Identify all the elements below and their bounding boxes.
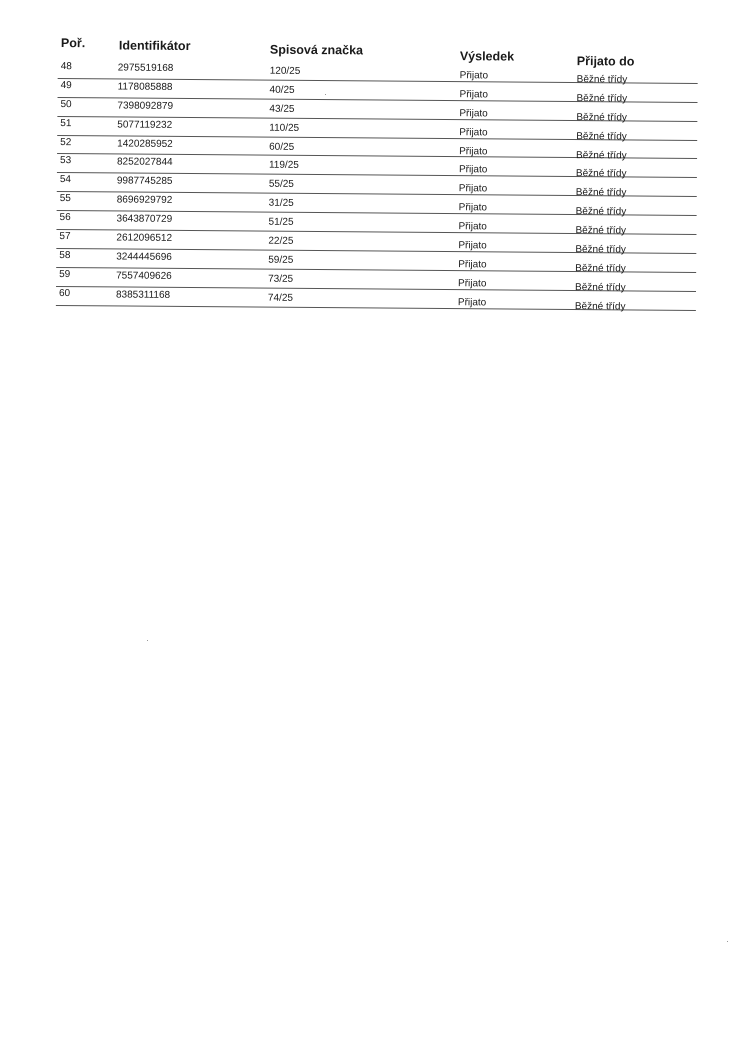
header-vysledek: Výsledek [459,49,515,64]
cell-vysledek: Přijato [458,277,487,290]
cell-vysledek: Přijato [458,259,487,271]
cell-vysledek: Přijato [459,107,488,120]
cell-por: 52 [60,136,72,148]
cell-prijato-do: Běžné třídy [575,206,627,218]
header-por: Poř. [60,36,86,51]
cell-vysledek: Přijato [458,164,488,176]
cell-spisova-znacka: 119/25 [268,160,299,172]
cell-prijato-do: Běžné třídy [575,187,627,199]
cell-por: 59 [59,268,71,280]
header-spisova-znacka: Spisová značka [269,42,364,58]
cell-spisova-znacka: 120/25 [269,65,301,77]
cell-identifikator: 3643870729 [116,213,173,226]
cell-spisova-znacka: 60/25 [269,141,295,153]
cell-spisova-znacka: 51/25 [268,216,294,228]
cell-vysledek: Přijato [458,221,487,233]
cell-prijato-do: Běžné třídy [574,281,626,294]
cell-spisova-znacka: 74/25 [267,292,294,304]
cell-vysledek: Přijato [459,70,489,82]
cell-identifikator: 1420285952 [117,138,173,150]
cell-spisova-znacka: 22/25 [268,235,294,247]
cell-identifikator: 8252027844 [116,156,173,169]
cell-prijato-do: Běžné třídy [576,149,627,162]
cell-por: 57 [59,231,71,243]
table-body [56,60,698,311]
cell-spisova-znacka: 31/25 [268,197,294,210]
cell-spisova-znacka: 73/25 [268,273,294,285]
cell-identifikator: 8385311168 [115,289,171,301]
cell-prijato-do: Běžné třídy [575,244,626,256]
cell-prijato-do: Běžné třídy [575,168,627,180]
cell-identifikator: 8696929792 [116,194,173,207]
cell-por: 50 [60,98,72,110]
cell-identifikator: 5077119232 [117,119,173,131]
cell-prijato-do: Běžné třídy [575,225,627,237]
cell-identifikator: 7557409626 [116,270,172,282]
cell-prijato-do: Běžné třídy [576,74,628,86]
scan-speck [325,94,326,95]
cell-por: 49 [60,79,72,91]
cell-prijato-do: Běžné třídy [575,262,626,275]
cell-por: 53 [59,155,72,167]
cell-vysledek: Přijato [458,202,488,214]
header-identifikator: Identifikátor [118,38,191,54]
cell-identifikator: 7398092879 [117,100,174,112]
cell-por: 60 [58,287,71,299]
cell-prijato-do: Běžné třídy [574,300,626,313]
results-table [56,36,698,311]
header-prijato-do: Přijato do [576,54,635,69]
cell-spisova-znacka: 43/25 [269,103,295,115]
cell-identifikator: 9987745285 [116,175,173,188]
cell-prijato-do: Běžné třídy [576,92,628,105]
cell-vysledek: Přijato [458,240,487,252]
cell-identifikator: 1178085888 [117,81,173,93]
cell-prijato-do: Běžné třídy [576,130,627,143]
cell-por: 55 [59,193,71,205]
cell-identifikator: 2612096512 [116,232,173,244]
cell-spisova-znacka: 40/25 [269,84,295,96]
cell-identifikator: 2975519168 [117,62,174,74]
cell-por: 54 [59,174,72,186]
cell-spisova-znacka: 59/25 [268,254,294,266]
cell-vysledek: Přijato [459,145,488,157]
cell-identifikator: 3244445696 [116,251,172,263]
table-row [56,287,696,311]
cell-vysledek: Přijato [459,89,488,101]
cell-por: 51 [60,117,72,129]
cell-vysledek: Přijato [459,126,488,139]
cell-spisova-znacka: 55/25 [268,179,294,191]
cell-por: 48 [60,61,72,73]
cell-por: 58 [59,249,71,262]
cell-vysledek: Přijato [457,296,487,309]
cell-por: 56 [59,212,71,224]
cell-spisova-znacka: 110/25 [269,122,300,134]
scan-speck [727,941,728,942]
scan-speck [147,640,148,641]
cell-prijato-do: Běžné třídy [576,111,628,124]
cell-vysledek: Přijato [458,183,488,195]
